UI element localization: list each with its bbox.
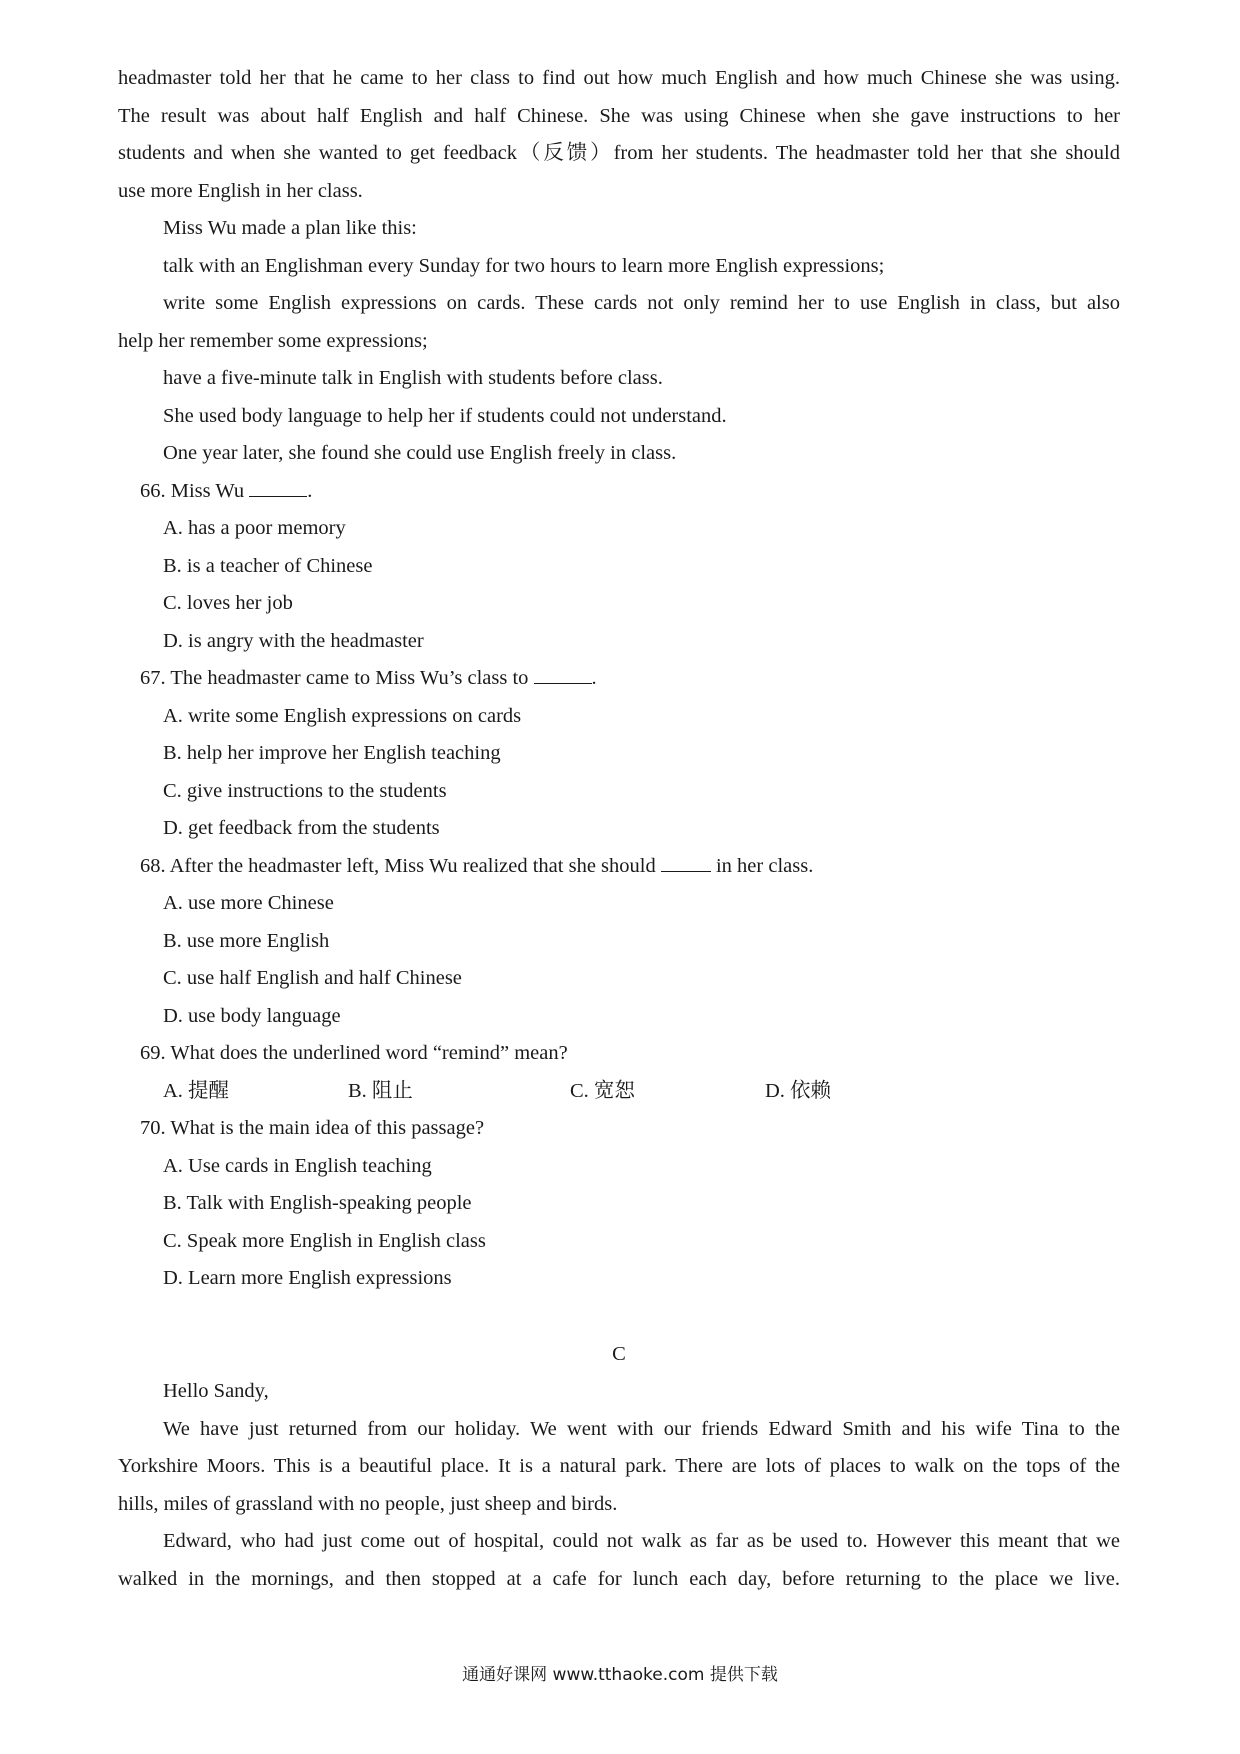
passage-c-para1-line-3: hills, miles of grassland with no people, just sheep and birds. xyxy=(118,1492,618,1515)
q67-option-b: B. help her improve her English teaching xyxy=(163,742,501,764)
passage-b-line-3: students and when she wanted to get feedback（反馈）from her students. The headmaster told her that she should xyxy=(118,142,1120,164)
one-year-later-sentence: One year later, she found she could use English freely in class. xyxy=(163,442,677,464)
q69-option-d: D. 依赖 xyxy=(765,1079,832,1102)
body-language-sentence: She used body language to help her if students could not understand. xyxy=(163,404,727,427)
passage-c-para2-line-1: Edward, who had just come out of hospital, could not walk as far as be used to. However this meant that we xyxy=(163,1530,1120,1552)
passage-b-line-2: The result was about half English and half Chinese. She was using Chinese when she gave instructions to her xyxy=(118,104,1120,127)
q68-option-a: A. use more Chinese xyxy=(163,892,334,914)
question-68-stem: 68. After the headmaster left, Miss Wu realized that she should xyxy=(140,854,656,877)
q68-option-b: B. use more English xyxy=(163,929,330,952)
page-footer: 通通好课网 www.tthaoke.com 提供下载 xyxy=(462,1665,778,1685)
q66-option-d: D. is angry with the headmaster xyxy=(163,629,424,652)
answer-blank xyxy=(249,477,307,497)
section-c-title: C xyxy=(612,1342,626,1365)
q70-option-b: B. Talk with English-speaking people xyxy=(163,1192,472,1214)
plan-item-2-line-2: help her remember some expressions; xyxy=(118,329,428,352)
plan-intro: Miss Wu made a plan like this: xyxy=(163,217,417,239)
plan-item-1: talk with an Englishman every Sunday for two hours to learn more English expressions; xyxy=(163,254,885,277)
letter-greeting: Hello Sandy, xyxy=(163,1380,269,1402)
question-68 xyxy=(118,848,1120,886)
q67-option-a: A. write some English expressions on cards xyxy=(163,704,522,727)
q69-option-c: C. 宽恕 xyxy=(570,1079,635,1102)
question-70-stem: 70. What is the main idea of this passage? xyxy=(140,1117,485,1139)
q69-option-a: A. 提醒 xyxy=(163,1079,230,1102)
plan-item-2-line-1: write some English expressions on cards. These cards not only remind her to use English in class, but also xyxy=(163,292,1120,314)
q70-option-d: D. Learn more English expressions xyxy=(163,1267,452,1289)
q66-option-b: B. is a teacher of Chinese xyxy=(163,554,373,577)
question-67 xyxy=(118,660,1120,698)
passage-c-para1-line-1: We have just returned from our holiday. We went with our friends Edward Smith and his wife Tina to the xyxy=(163,1417,1120,1440)
q66-option-c: C. loves her job xyxy=(163,592,293,614)
q67-option-c: C. give instructions to the students xyxy=(163,779,447,802)
question-66-end: . xyxy=(307,479,313,502)
passage-c-para2-line-2: walked in the mornings, and then stopped at a cafe for lunch each day, before returning to the place we live. xyxy=(118,1567,1120,1590)
question-66 xyxy=(118,473,1120,511)
passage-b-line-4: use more English in her class. xyxy=(118,179,363,202)
q67-option-d: D. get feedback from the students xyxy=(163,817,440,839)
q66-option-a: A. has a poor memory xyxy=(163,517,346,539)
question-66-stem: 66. Miss Wu xyxy=(140,479,245,502)
q69-option-b: B. 阻止 xyxy=(348,1079,413,1102)
question-68-end: in her class. xyxy=(715,854,814,877)
passage-b-line-1: headmaster told her that he came to her class to find out how much English and how much Chinese she was using. xyxy=(118,67,1120,89)
q68-option-c: C. use half English and half Chinese xyxy=(163,967,462,989)
q70-option-a: A. Use cards in English teaching xyxy=(163,1154,432,1177)
document-page xyxy=(118,60,1120,1598)
question-67-end: . xyxy=(591,667,597,689)
passage-c-para1-line-2: Yorkshire Moors. This is a beautiful place. It is a natural park. There are lots of places to walk on the tops of the xyxy=(118,1455,1120,1477)
question-69-stem: 69. What does the underlined word “remind” mean? xyxy=(140,1042,568,1064)
q69-options xyxy=(118,1073,1120,1111)
q68-option-d: D. use body language xyxy=(163,1004,341,1027)
answer-blank xyxy=(661,852,711,872)
q70-option-c: C. Speak more English in English class xyxy=(163,1229,486,1252)
question-67-stem: 67. The headmaster came to Miss Wu’s class to xyxy=(140,667,529,689)
plan-item-3: have a five-minute talk in English with students before class. xyxy=(163,367,663,389)
answer-blank xyxy=(534,664,592,684)
